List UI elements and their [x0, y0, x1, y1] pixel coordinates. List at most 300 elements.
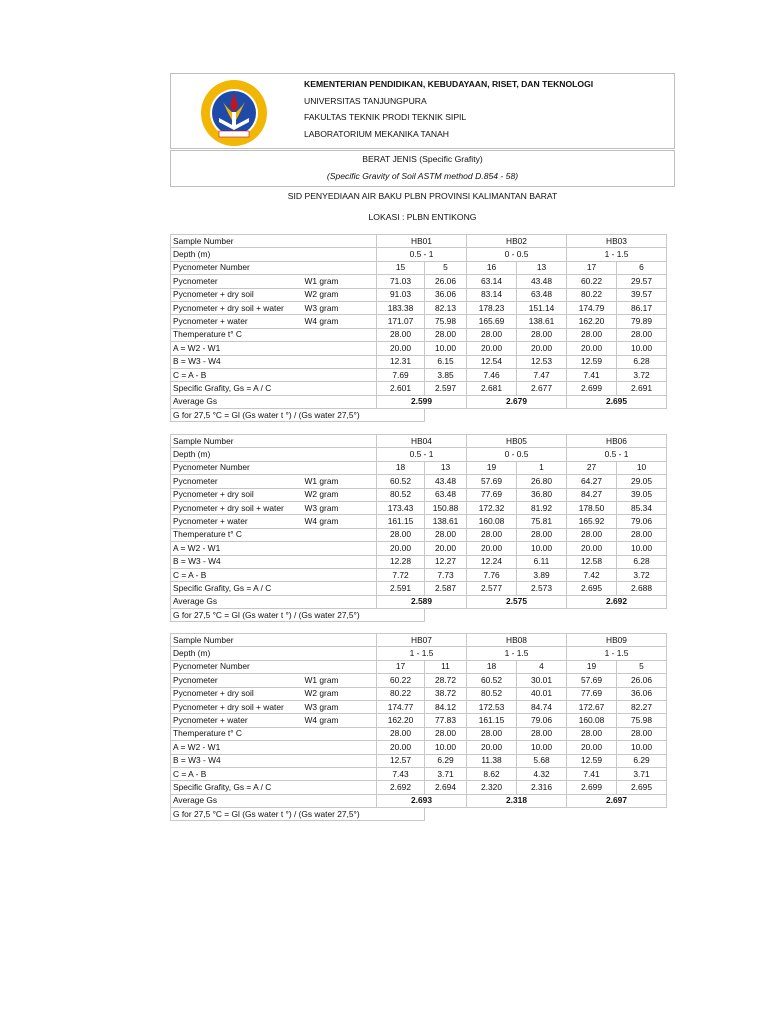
sample-depth: 0.5 - 1	[377, 248, 467, 261]
empty-cell	[517, 609, 567, 622]
value-cell: 28.00	[517, 528, 567, 541]
value-cell: 174.79	[567, 301, 617, 314]
value-cell: 20.00	[467, 741, 517, 754]
row-label: B = W3 - W4	[171, 555, 377, 568]
value-cell: 13	[517, 261, 567, 274]
value-cell: 20.00	[517, 342, 567, 355]
value-cell: 28.00	[617, 328, 667, 341]
value-cell: 20.00	[467, 542, 517, 555]
value-cell: 12.28	[377, 555, 425, 568]
value-cell: 86.17	[617, 301, 667, 314]
row-label: Pycnometer Number	[171, 660, 377, 673]
value-cell: 11.38	[467, 754, 517, 767]
value-cell: 12.31	[377, 355, 425, 368]
value-cell: 2.591	[377, 582, 425, 595]
value-cell: 5	[425, 261, 467, 274]
value-cell: 2.316	[517, 781, 567, 794]
value-cell: 63.48	[425, 488, 467, 501]
value-cell: 6.29	[617, 754, 667, 767]
value-cell: 28.00	[425, 328, 467, 341]
value-cell: 3.72	[617, 368, 667, 381]
value-cell: 60.52	[377, 475, 425, 488]
row-label: C = A - B	[171, 767, 377, 780]
value-cell: 13	[425, 461, 467, 474]
value-cell: 43.48	[517, 275, 567, 288]
value-cell: 2.677	[517, 382, 567, 395]
sample-name: HB05	[467, 435, 567, 448]
specific-gravity-row	[171, 582, 767, 595]
value-cell: 2.577	[467, 582, 517, 595]
unit-label: W3 gram	[303, 700, 377, 713]
empty-cell	[517, 409, 567, 422]
sample-depth: 1 - 1.5	[567, 647, 667, 660]
value-cell: 75.81	[517, 515, 567, 528]
unit-label: W2 gram	[303, 288, 377, 301]
value-cell: 172.67	[567, 700, 617, 713]
value-cell: 183.38	[377, 301, 425, 314]
project-name: SID PENYEDIAAN AIR BAKU PLBN PROVINSI KALIMANTAN BARAT	[287, 191, 558, 201]
value-cell: 2.699	[567, 781, 617, 794]
value-cell: 150.88	[425, 501, 467, 514]
value-cell: 7.41	[567, 368, 617, 381]
c-row	[171, 767, 767, 780]
average-gs-value: 2.679	[467, 395, 567, 408]
sample-depth: 1 - 1.5	[467, 647, 567, 660]
value-cell: 7.76	[467, 568, 517, 581]
specific-gravity-row	[171, 781, 767, 794]
value-cell: 7.46	[467, 368, 517, 381]
average-gs-row	[171, 595, 767, 608]
value-cell: 20.00	[467, 342, 517, 355]
value-cell: 162.20	[567, 315, 617, 328]
empty-cell	[617, 808, 667, 821]
depth-row	[171, 448, 767, 461]
value-cell: 28.00	[517, 727, 567, 740]
value-cell: 2.691	[617, 382, 667, 395]
b-row	[171, 754, 767, 767]
value-cell: 7.73	[425, 568, 467, 581]
value-cell: 6.29	[425, 754, 467, 767]
value-cell: 12.59	[567, 355, 617, 368]
empty-cell	[717, 409, 767, 422]
value-cell: 75.98	[425, 315, 467, 328]
value-cell: 39.05	[617, 488, 667, 501]
value-cell: 28.00	[425, 528, 467, 541]
row-label: Pycnometer + water	[171, 315, 303, 328]
value-cell: 2.695	[617, 781, 667, 794]
value-cell: 64.27	[567, 475, 617, 488]
value-cell: 60.22	[567, 275, 617, 288]
a-row	[171, 342, 767, 355]
empty-cell	[425, 609, 467, 622]
value-cell: 2.573	[517, 582, 567, 595]
value-cell: 60.52	[467, 674, 517, 687]
unit-label: W3 gram	[303, 501, 377, 514]
value-cell: 20.00	[567, 542, 617, 555]
value-cell: 151.14	[517, 301, 567, 314]
c-row	[171, 368, 767, 381]
row-label: Average Gs	[171, 794, 377, 807]
sample-depth: 0 - 0.5	[467, 248, 567, 261]
empty-cell	[617, 609, 667, 622]
value-cell: 80.52	[377, 488, 425, 501]
value-cell: 29.05	[617, 475, 667, 488]
average-gs-value: 2.318	[467, 794, 567, 807]
value-cell: 82.13	[425, 301, 467, 314]
value-cell: 28.00	[377, 328, 425, 341]
row-label: Specific Grafity, Gs = A / C	[171, 382, 377, 395]
value-cell: 20.00	[567, 342, 617, 355]
temperature-row	[171, 328, 767, 341]
value-cell: 30.01	[517, 674, 567, 687]
value-cell: 12.58	[567, 555, 617, 568]
specific-gravity-table-1	[170, 234, 767, 422]
value-cell: 161.15	[467, 714, 517, 727]
value-cell: 91.03	[377, 288, 425, 301]
value-cell: 2.601	[377, 382, 425, 395]
value-cell: 178.23	[467, 301, 517, 314]
empty-cell	[617, 409, 667, 422]
unit-label: W2 gram	[303, 687, 377, 700]
value-cell: 173.43	[377, 501, 425, 514]
value-cell: 28.00	[617, 727, 667, 740]
row-label: G for 27,5 °C = Gl (Gs water t °) / (Gs water 27,5°)	[171, 409, 425, 422]
value-cell: 10.00	[617, 542, 667, 555]
value-cell: 6	[617, 261, 667, 274]
value-cell: 20.00	[377, 342, 425, 355]
average-gs-value: 2.692	[567, 595, 667, 608]
g-correction-row	[171, 808, 767, 821]
value-cell: 10	[617, 461, 667, 474]
row-label: Pycnometer + dry soil + water	[171, 700, 303, 713]
empty-cell	[667, 609, 717, 622]
value-cell: 6.15	[425, 355, 467, 368]
letterhead	[170, 73, 675, 149]
sample-number-row	[171, 634, 767, 647]
ministry-name: KEMENTERIAN PENDIDIKAN, KEBUDAYAAN, RISET, DAN TEKNOLOGI	[304, 79, 594, 89]
row-label: Pycnometer + dry soil	[171, 488, 303, 501]
value-cell: 20.00	[567, 741, 617, 754]
value-cell: 28.00	[467, 528, 517, 541]
value-cell: 12.53	[517, 355, 567, 368]
test-title: BERAT JENIS (Specific Grafity)	[362, 154, 483, 164]
value-cell: 4	[517, 660, 567, 673]
value-cell: 19	[467, 461, 517, 474]
value-cell: 27	[567, 461, 617, 474]
value-cell: 3.72	[617, 568, 667, 581]
value-cell: 7.42	[567, 568, 617, 581]
row-label: B = W3 - W4	[171, 754, 377, 767]
value-cell: 57.69	[467, 475, 517, 488]
value-cell: 5	[617, 660, 667, 673]
value-cell: 7.72	[377, 568, 425, 581]
value-cell: 18	[467, 660, 517, 673]
sample-depth: 0.5 - 1	[567, 448, 667, 461]
value-cell: 161.15	[377, 515, 425, 528]
average-gs-value: 2.589	[377, 595, 467, 608]
average-gs-row	[171, 794, 767, 807]
value-cell: 4.32	[517, 767, 567, 780]
value-cell: 43.48	[425, 475, 467, 488]
empty-cell	[425, 808, 467, 821]
value-cell: 2.692	[377, 781, 425, 794]
sample-depth: 1 - 1.5	[567, 248, 667, 261]
row-label: Pycnometer + dry soil	[171, 687, 303, 700]
value-cell: 57.69	[567, 674, 617, 687]
value-cell: 2.587	[425, 582, 467, 595]
pycnometer-number-row	[171, 660, 767, 673]
university-logo	[199, 78, 269, 148]
unit-label: W1 gram	[303, 674, 377, 687]
value-cell: 83.14	[467, 288, 517, 301]
sample-name: HB09	[567, 634, 667, 647]
value-cell: 20.00	[377, 741, 425, 754]
value-cell: 7.47	[517, 368, 567, 381]
value-cell: 18	[377, 461, 425, 474]
value-cell: 71.03	[377, 275, 425, 288]
pycnometer-row	[171, 674, 767, 687]
pycnometer-dry-soil-row	[171, 288, 767, 301]
value-cell: 165.92	[567, 515, 617, 528]
value-cell: 5.68	[517, 754, 567, 767]
empty-cell	[667, 808, 717, 821]
value-cell: 165.69	[467, 315, 517, 328]
test-title-box	[170, 150, 675, 187]
value-cell: 7.43	[377, 767, 425, 780]
value-cell: 36.80	[517, 488, 567, 501]
pycnometer-water-row	[171, 714, 767, 727]
value-cell: 28.00	[377, 528, 425, 541]
row-label: C = A - B	[171, 568, 377, 581]
row-label: Sample Number	[171, 634, 377, 647]
row-label: Pycnometer + dry soil	[171, 288, 303, 301]
row-label: Themperature t° C	[171, 328, 377, 341]
value-cell: 77.69	[467, 488, 517, 501]
sample-name: HB03	[567, 235, 667, 248]
row-label: Specific Grafity, Gs = A / C	[171, 781, 377, 794]
value-cell: 2.681	[467, 382, 517, 395]
value-cell: 8.62	[467, 767, 517, 780]
value-cell: 20.00	[377, 542, 425, 555]
specific-gravity-row	[171, 382, 767, 395]
temperature-row	[171, 528, 767, 541]
value-cell: 2.597	[425, 382, 467, 395]
value-cell: 3.71	[425, 767, 467, 780]
pycnometer-dry-soil-row	[171, 687, 767, 700]
sample-name: HB02	[467, 235, 567, 248]
empty-cell	[717, 609, 767, 622]
value-cell: 28.00	[377, 727, 425, 740]
value-cell: 82.27	[617, 700, 667, 713]
value-cell: 29.57	[617, 275, 667, 288]
row-label: Pycnometer + dry soil + water	[171, 301, 303, 314]
average-gs-value: 2.599	[377, 395, 467, 408]
value-cell: 174.77	[377, 700, 425, 713]
value-cell: 38.72	[425, 687, 467, 700]
value-cell: 2.694	[425, 781, 467, 794]
value-cell: 63.48	[517, 288, 567, 301]
value-cell: 80.22	[567, 288, 617, 301]
value-cell: 79.89	[617, 315, 667, 328]
value-cell: 15	[377, 261, 425, 274]
row-label: Pycnometer + water	[171, 515, 303, 528]
b-row	[171, 355, 767, 368]
value-cell: 28.72	[425, 674, 467, 687]
temperature-row	[171, 727, 767, 740]
value-cell: 10.00	[517, 542, 567, 555]
value-cell: 12.59	[567, 754, 617, 767]
depth-row	[171, 647, 767, 660]
unit-label: W4 gram	[303, 315, 377, 328]
sample-name: HB07	[377, 634, 467, 647]
row-label: Depth (m)	[171, 647, 377, 660]
value-cell: 28.00	[567, 528, 617, 541]
faculty-name: FAKULTAS TEKNIK PRODI TEKNIK SIPIL	[304, 112, 467, 122]
value-cell: 20.00	[425, 542, 467, 555]
value-cell: 10.00	[425, 342, 467, 355]
value-cell: 6.28	[617, 555, 667, 568]
pycnometer-water-row	[171, 515, 767, 528]
value-cell: 162.20	[377, 714, 425, 727]
value-cell: 28.00	[467, 727, 517, 740]
value-cell: 40.01	[517, 687, 567, 700]
sample-name: HB01	[377, 235, 467, 248]
value-cell: 80.52	[467, 687, 517, 700]
location: LOKASI : PLBN ENTIKONG	[368, 212, 477, 222]
row-label: B = W3 - W4	[171, 355, 377, 368]
average-gs-row	[171, 395, 767, 408]
a-row	[171, 741, 767, 754]
value-cell: 85.34	[617, 501, 667, 514]
value-cell: 84.12	[425, 700, 467, 713]
row-label: G for 27,5 °C = Gl (Gs water t °) / (Gs water 27,5°)	[171, 609, 425, 622]
value-cell: 84.74	[517, 700, 567, 713]
value-cell: 17	[377, 660, 425, 673]
average-gs-value: 2.693	[377, 794, 467, 807]
row-label: Sample Number	[171, 435, 377, 448]
average-gs-value: 2.697	[567, 794, 667, 807]
unit-label: W2 gram	[303, 488, 377, 501]
value-cell: 60.22	[377, 674, 425, 687]
value-cell: 3.89	[517, 568, 567, 581]
unit-label: W1 gram	[303, 275, 377, 288]
value-cell: 3.85	[425, 368, 467, 381]
sample-number-row	[171, 235, 767, 248]
unit-label: W3 gram	[303, 301, 377, 314]
g-correction-row	[171, 609, 767, 622]
empty-cell	[567, 409, 617, 422]
row-label: Themperature t° C	[171, 528, 377, 541]
value-cell: 10.00	[617, 741, 667, 754]
value-cell: 160.08	[567, 714, 617, 727]
pycnometer-dry-soil-row	[171, 488, 767, 501]
value-cell: 12.27	[425, 555, 467, 568]
average-gs-value: 2.575	[467, 595, 567, 608]
pycnometer-row	[171, 275, 767, 288]
row-label: Themperature t° C	[171, 727, 377, 740]
empty-cell	[567, 808, 617, 821]
specific-gravity-table-3	[170, 633, 767, 821]
row-label: Average Gs	[171, 595, 377, 608]
unit-label: W1 gram	[303, 475, 377, 488]
row-label: C = A - B	[171, 368, 377, 381]
pycnometer-dry-soil-water-row	[171, 501, 767, 514]
value-cell: 84.27	[567, 488, 617, 501]
value-cell: 6.28	[617, 355, 667, 368]
value-cell: 26.06	[425, 275, 467, 288]
sample-depth: 0.5 - 1	[377, 448, 467, 461]
pycnometer-water-row	[171, 315, 767, 328]
pycnometer-dry-soil-water-row	[171, 700, 767, 713]
value-cell: 77.69	[567, 687, 617, 700]
value-cell: 63.14	[467, 275, 517, 288]
row-label: Pycnometer + dry soil + water	[171, 501, 303, 514]
value-cell: 138.61	[517, 315, 567, 328]
value-cell: 178.50	[567, 501, 617, 514]
value-cell: 2.695	[567, 582, 617, 595]
sample-number-row	[171, 435, 767, 448]
value-cell: 75.98	[617, 714, 667, 727]
row-label: A = W2 - W1	[171, 741, 377, 754]
unit-label: W4 gram	[303, 714, 377, 727]
pycnometer-row	[171, 475, 767, 488]
row-label: Pycnometer	[171, 674, 303, 687]
row-label: Pycnometer	[171, 475, 303, 488]
row-label: A = W2 - W1	[171, 542, 377, 555]
sample-depth: 0 - 0.5	[467, 448, 567, 461]
value-cell: 77.83	[425, 714, 467, 727]
value-cell: 28.00	[567, 727, 617, 740]
value-cell: 36.06	[425, 288, 467, 301]
row-label: Pycnometer	[171, 275, 303, 288]
value-cell: 138.61	[425, 515, 467, 528]
value-cell: 81.92	[517, 501, 567, 514]
empty-cell	[425, 409, 467, 422]
value-cell: 10.00	[425, 741, 467, 754]
pycnometer-number-row	[171, 261, 767, 274]
value-cell: 36.06	[617, 687, 667, 700]
row-label: Sample Number	[171, 235, 377, 248]
row-label: Average Gs	[171, 395, 377, 408]
value-cell: 6.11	[517, 555, 567, 568]
c-row	[171, 568, 767, 581]
value-cell: 28.00	[467, 328, 517, 341]
value-cell: 7.69	[377, 368, 425, 381]
value-cell: 171.07	[377, 315, 425, 328]
value-cell: 80.22	[377, 687, 425, 700]
row-label: Depth (m)	[171, 248, 377, 261]
value-cell: 28.00	[517, 328, 567, 341]
row-label: Pycnometer Number	[171, 461, 377, 474]
value-cell: 2.699	[567, 382, 617, 395]
pycnometer-dry-soil-water-row	[171, 301, 767, 314]
value-cell: 16	[467, 261, 517, 274]
value-cell: 12.24	[467, 555, 517, 568]
university-name: UNIVERSITAS TANJUNGPURA	[304, 96, 427, 106]
value-cell: 12.57	[377, 754, 425, 767]
b-row	[171, 555, 767, 568]
value-cell: 10.00	[517, 741, 567, 754]
value-cell: 79.06	[517, 714, 567, 727]
value-cell: 3.71	[617, 767, 667, 780]
value-cell: 26.80	[517, 475, 567, 488]
row-label: Pycnometer + water	[171, 714, 303, 727]
value-cell: 160.08	[467, 515, 517, 528]
empty-cell	[667, 409, 717, 422]
empty-cell	[467, 609, 517, 622]
value-cell: 28.00	[567, 328, 617, 341]
test-method: (Specific Gravity of Soil ASTM method D.854 - 58)	[326, 171, 519, 181]
